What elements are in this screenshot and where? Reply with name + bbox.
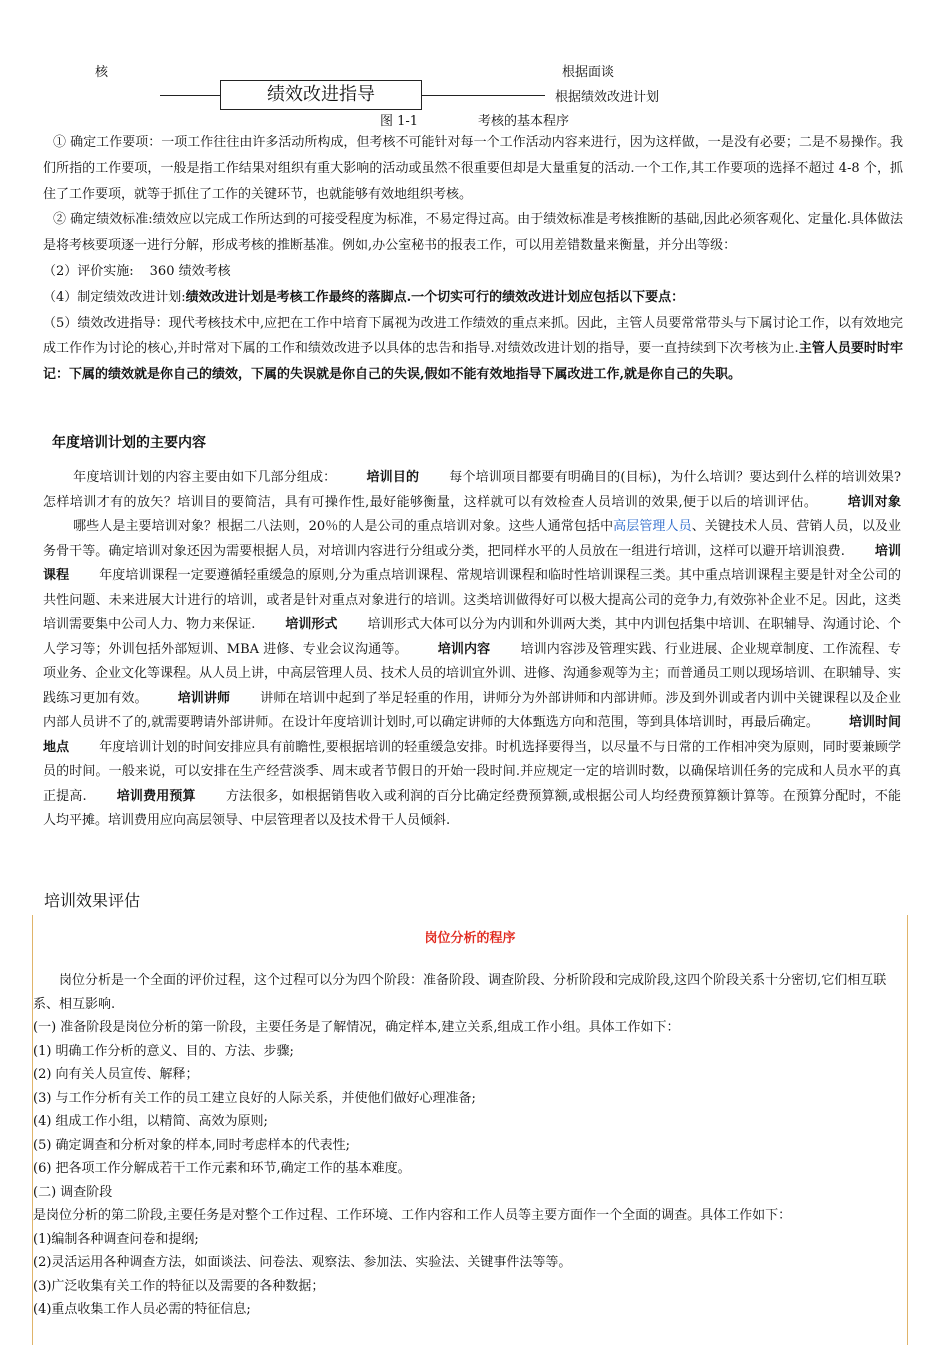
text-training-form: 培训形式大体可以分为内训和外训两大类，其中内训包括集中培训、在职辅导、沟通讨论、个人学习等；外训包括外部短训、MBA 进修、专业会议沟通等。 [43, 617, 901, 657]
flow-box-improvement-guidance: 绩效改进指导 [220, 80, 422, 110]
annual-training-body [43, 466, 901, 834]
paragraph-improvement-guidance [43, 311, 903, 388]
text-time-place: 年度培训计划的时间安排应具有前瞻性,要根据培训的轻重缓急安排。时机选择要得当，以尽量不与日常的工作相冲突为原则，同时要兼顾学员的时间。一般来说，可以安排在生产经营淡季、周末或者节假日的开始一段时间.并应规定一定的培训时数，以确保培训任务的完成和人员水平的真正提高. [43, 739, 901, 804]
text-trainers: 讲师在培训中起到了举足轻重的作用，讲师分为外部讲师和内部讲师。涉及到外训或者内训中关键课程以及企业内部人员讲不了的,就需要聘请外部讲师。在设计年度培训计划时,可以确定讲师的大体甄选方向和范围，等到具体培训时，再最后确定。 [43, 690, 901, 730]
heading-budget: 培训费用预算 [116, 788, 196, 804]
heading-trainers: 培训讲师 [177, 690, 231, 706]
improvement-plan-lead: （4）制定绩效改进计划: [43, 289, 186, 305]
training-evaluation-title: 培训效果评估 [44, 891, 141, 910]
list-item: (3) 与工作分析有关工作的员工建立良好的人际关系，并使他们做好心理准备; [33, 1090, 476, 1106]
paragraph-evaluation [43, 259, 903, 285]
improvement-guidance-emphasis: 主管人员要时时牢记：下属的绩效就是你自己的绩效，下属的失误就是你自己的失误,假如不能有效地指导下属改进工作,就是你自己的失职。 [43, 341, 903, 383]
stage-survey: 是岗位分析的第二阶段,主要任务是对整个工作过程、工作环境、工作内容和工作人员等主要方面作一个全面的调查。具体工作如下： [33, 1208, 792, 1223]
list-item: (2)灵活运用各种调查方法，如面谈法、问卷法、观察法、参加法、实验法、关键事件法等等。 [33, 1255, 572, 1270]
paragraph-performance-standard: ② 确定绩效标准:绩效应以完成工作所达到的可接受程度为标准，不易定得过高。由于绩效标准是考核推断的基础,因此必须客观化、定量化.具体做法是将考核要项逐一进行分解，形成考核的推断基准。例如,办公室秘书的报表工作，可以用差错数量来衡量，并分出等级： [43, 212, 903, 254]
paragraph-work-items: ① 确定工作要项：一项工作往往由许多活动所构成，但考核不可能针对每一个工作活动内容来进行，因为这样做，一是没有必要；二是不易操作。我们所指的工作要项，一般是指工作结果对组织有重大影响的活动或虽然不很重要但却是大量重复的活动.一个工作,其工作要项的选择不超过 4-8 个，抓住了工作要项，就等于抓住了工作的关键环节，也就能够有效地组织考核。 [43, 135, 903, 202]
text-training-target-cont: 、关键技术人员、营销人员，以及业务骨干等。确定培训对象还因为需要根据人员，对培训内容进行分组或分类，把同样水平的人员放在一组进行培训，这样可以避开培训浪费. [43, 519, 901, 559]
figure-caption: 考核的基本程序 [478, 114, 570, 129]
text-training-target: 哪些人是主要培训对象？根据二八法则，20％的人是公司的重点培训对象。这些人通常包括中 [73, 519, 614, 534]
job-analysis-intro: 岗位分析是一个全面的评价过程，这个过程可以分为四个阶段：准备阶段、调查阶段、分析阶段和完成阶段,这四个阶段关系十分密切,它们相互联系、相互影响. [33, 973, 887, 1012]
link-senior-management[interactable]: 高层管理人员 [613, 519, 692, 534]
figure-number: 图 1-1 [380, 114, 419, 129]
flow-left-label: 核 [95, 65, 109, 80]
evaluation-value: 360 绩效考核 [149, 263, 231, 279]
annual-training-title: 年度培训计划的主要内容 [52, 435, 206, 451]
list-item: (6) 把各项工作分解成若干工作元素和环节,确定工作的基本难度。 [33, 1161, 411, 1176]
list-item: (2) 向有关人员宣传、解释； [33, 1067, 199, 1082]
job-analysis-title: 岗位分析的程序 [424, 931, 516, 946]
list-item: (4) 组成工作小组，以精简、高效为原则; [33, 1114, 268, 1129]
text-budget: 方法很多，如根据销售收入或利润的百分比确定经费预算额,或根据公司人均经费预算额计算等。在预算分配时，不能人均平摊。培训费用应向高层领导、中层管理者以及技术骨干人员倾斜. [43, 788, 901, 828]
heading-training-content: 培训内容 [437, 641, 491, 657]
flow-connector-right [422, 95, 545, 96]
heading-training-courses: 培训课程 [43, 543, 901, 583]
heading-training-target: 培训对象 [847, 494, 901, 510]
text-training-courses: 年度培训课程一定要遵循轻重缓急的原则,分为重点培训课程、常规培训课程和临时性培训课程三类。其中重点培训课程主要是针对全公司的共性问题、未来进展大计进行的培训，或者是针对重点对象进行的培训。这类培训做得好可以极大提高公司的竞争力,有效弥补企业不足。因此，这类培训需要集中公司人力、物力来保证. [43, 568, 901, 632]
heading-training-form: 培训形式 [285, 617, 338, 632]
job-analysis-body [33, 969, 907, 1322]
list-item: (3)广泛收集有关工作的特征以及需要的各种数据； [33, 1278, 325, 1294]
list-item: (5) 确定调查和分析对象的样本,同时考虑样本的代表性; [33, 1137, 351, 1153]
flow-connector-left [160, 95, 220, 96]
appraisal-steps-section [43, 130, 903, 388]
flow-right-label-interview: 根据面谈 [562, 65, 615, 80]
flow-right-label-plan: 根据绩效改进计划 [555, 90, 660, 105]
job-analysis-panel [32, 915, 908, 1345]
paragraph-improvement-plan [43, 285, 903, 311]
stage-prepare: (一) 准备阶段是岗位分析的第一阶段，主要任务是了解情况，确定样本,建立关系,组成工作小组。具体工作如下： [33, 1020, 680, 1035]
evaluation-label: （2）评价实施: [43, 263, 134, 279]
heading-training-purpose: 培训目的 [366, 470, 420, 485]
improvement-plan-emphasis: 绩效改进计划是考核工作最终的落脚点.一个切实可行的绩效改进计划应包括以下要点： [185, 289, 685, 305]
heading-time-place: 培训时间 地点 [43, 715, 901, 755]
list-item: (1)编制各种调查问卷和提纲; [33, 1231, 199, 1247]
list-item: (4)重点收集工作人员必需的特征信息; [33, 1302, 251, 1317]
list-item: (1) 明确工作分析的意义、目的、方法、步骤; [33, 1043, 294, 1059]
text-training-purpose: 每个培训项目都要有明确目的(目标)，为什么培训？要达到什么样的培训效果?怎样培训才有的放矢？培训目的要简洁，具有可操作性,最好能够衡量，这样就可以有效检查人员培训的效果,便于以后的培训评估。 [43, 470, 901, 510]
improvement-guidance-lead: （5）绩效改进指导：现代考核技术中,应把在工作中培育下属视为改进工作绩效的重点来抓。因此，主管人员要常常带头与下属讨论工作，以有效地完成工作作为讨论的核心,并时常对下属的工作和绩效改进予以具体的忠告和指导.对绩效改进计划的指导，要一直持续到下次考核为止. [43, 315, 903, 357]
text-training-content: 培训内容涉及管理实践、行业进展、企业规章制度、工作流程、专项业务、企业文化等课程。从人员上讲，中高层管理人员、技术人员的培训宜外训、进修、沟通参观等为主；而普通员工则以现场培训、在职辅导、实践练习更加有效。 [43, 641, 902, 706]
annual-intro: 年度培训计划的内容主要由如下几部分组成： [73, 470, 337, 485]
stage-survey-heading: (二) 调查阶段 [33, 1184, 113, 1200]
